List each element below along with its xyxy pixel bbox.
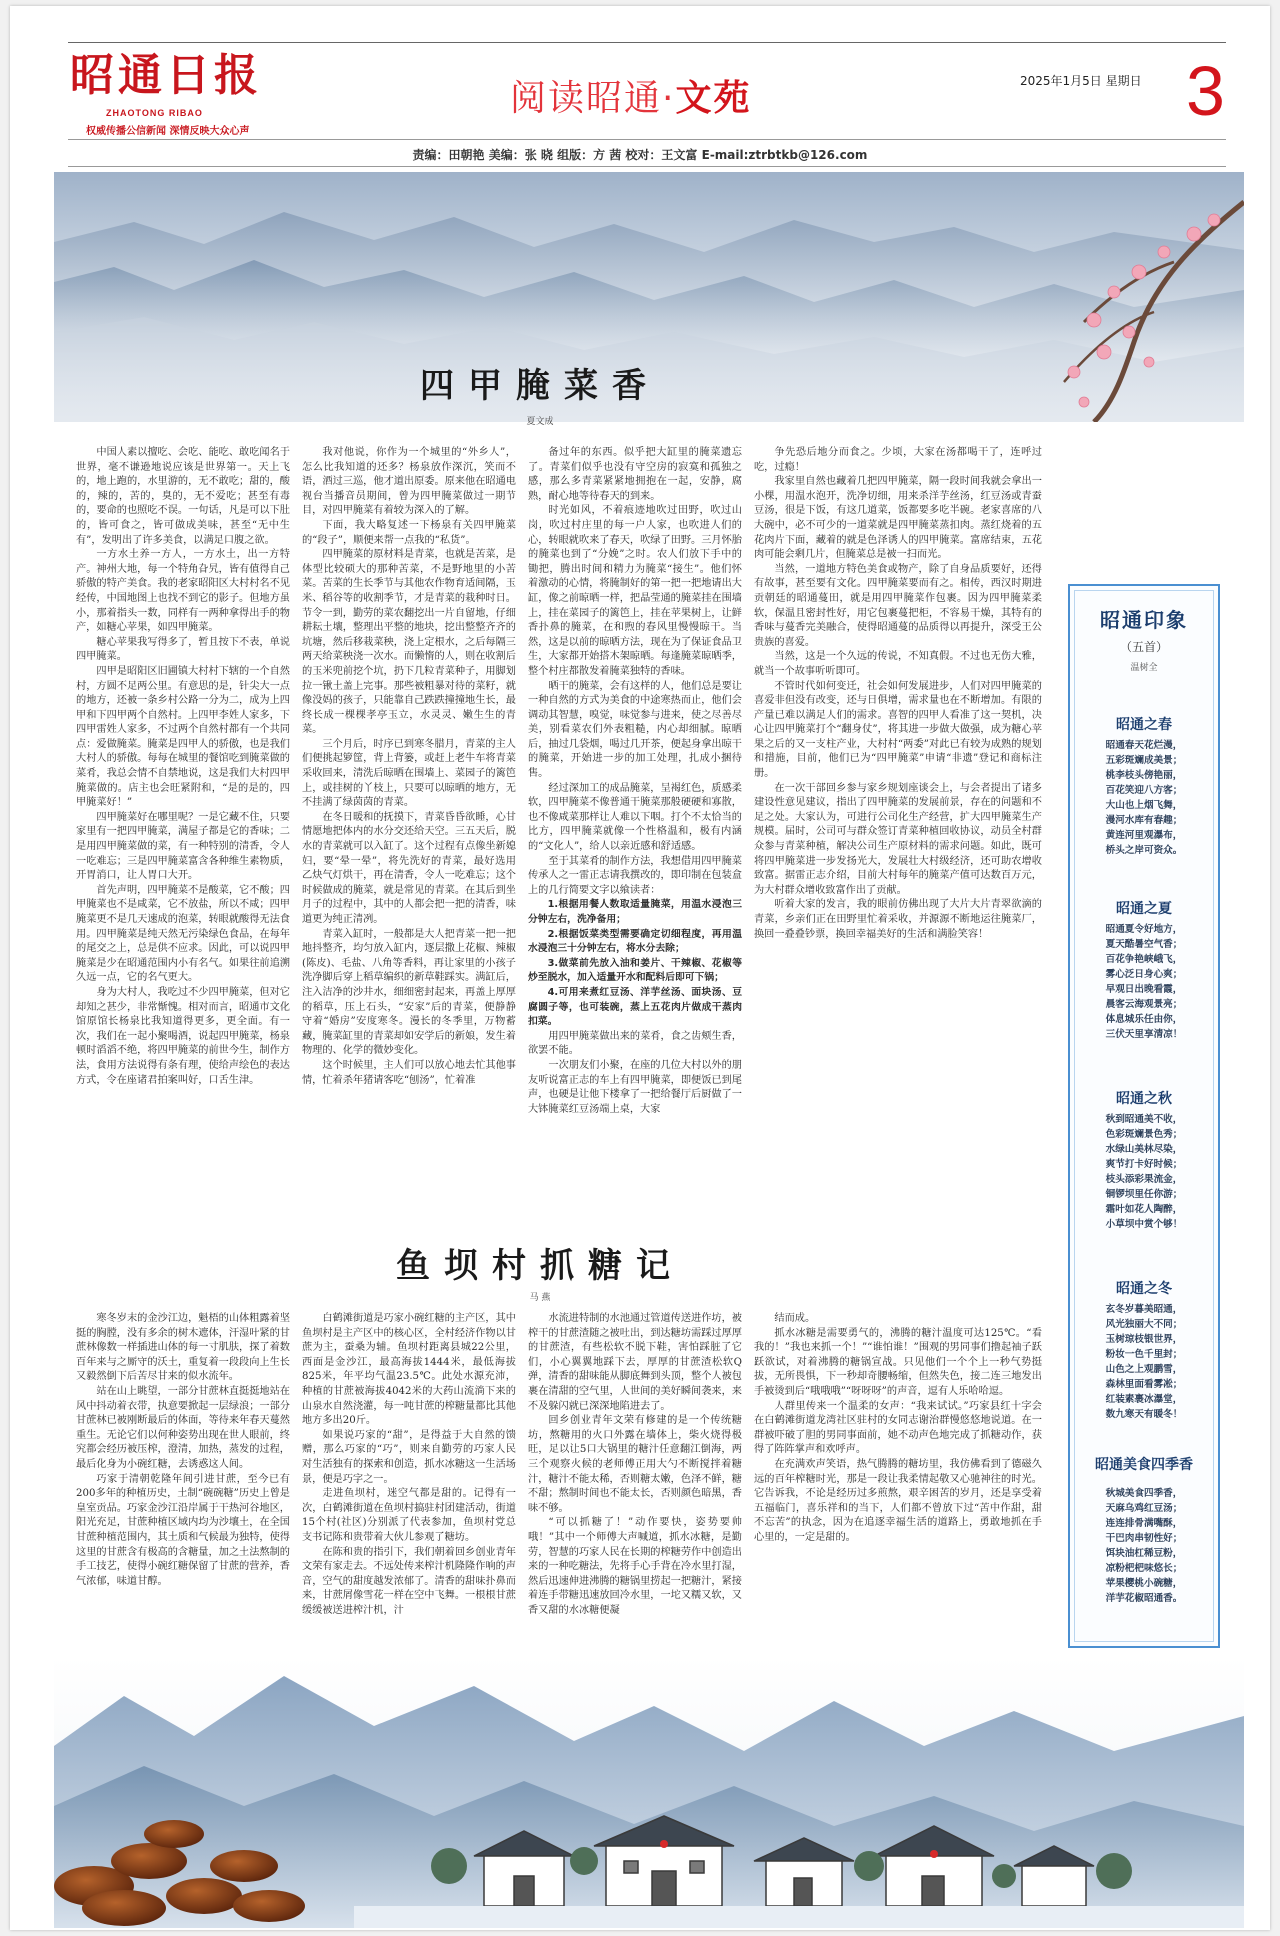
article1-column-3 (528, 446, 742, 1194)
poem-line: 玉树琼枝银世界， (1105, 1334, 1183, 1345)
paragraph: 结而成。 (774, 1313, 816, 1324)
paragraph: 在充满欢声笑语，热气腾腾的糖坊里，我仿佛看到了德磁久远的百年榨糖时光，那是一段让我柔情起敬又心驰神往的时光。它告诉我，不论是经历过多煎熬，艰辛困苦的岁月，还是享受着五福临门，喜乐祥和的当下，人们都不曾放下过“苦中作甜，甜不忘苦”的执念，因为在追逐幸福生活的道路上，勇敢地抓在手心里的，一定是甜的。 (754, 1458, 1042, 1543)
sidebar-author: 温树全 (1130, 663, 1158, 673)
publication-date: 2025年1月5日 星期日 (1020, 74, 1142, 88)
article1-column-2 (302, 446, 516, 1194)
article1-title: 四甲腌菜香 (420, 366, 660, 406)
poem-line: 森林里面看雾凇； (1105, 1379, 1183, 1390)
recipe-step: 2.根据饭菜类型需要确定切细程度，再用温水浸泡三十分钟左右，将水分去除； (528, 928, 742, 955)
poem-line: 早观日出晚看霞， (1105, 984, 1183, 995)
article2-title: 鱼坝村抓糖记 (396, 1246, 684, 1286)
poem-line: 三伏天里享清凉！ (1105, 1029, 1183, 1040)
poem-line: 数九寒天有暖冬！ (1105, 1409, 1183, 1420)
poem-line: 色彩斑斓景色秀； (1105, 1129, 1183, 1140)
poem-line: 风光独丽大不同； (1105, 1319, 1183, 1330)
article2-column-1 (76, 1312, 290, 1652)
paragraph: 四甲腌菜的原材料是青菜，也就是苦菜，是体型比较硕大的那种苦菜，不是野地里的小苦菜。苦菜的生长季节与其他农作物育适间隔，玉米、稻谷等的收割季节，才是青菜的栽种时日。节令一到，勤劳的菜农翻挖出一片自留地，仔细耕耘土壤，整理出平整的地块，挖出整整齐齐的坑塘，然后移栽菜秧，浇上定根水，之后每隔三两天给菜秧浇一次水。而懒惰的人，则在收割后的玉米兜前挖个坑，扔下几粒青菜种子，用脚划拉一锹土盖上完事。那些被粗暴对待的菜籽，就像没妈的孩子，只能靠自己跌跌撞撞地生长，最终长成一棵棵孝亭玉立，水灵灵、嫩生生的青菜。 (302, 549, 516, 736)
paragraph: 巧家于清朝乾隆年间引进甘蔗，至今已有200多年的种植历史，土制“碗碗糖”历史上曾是皇室贡品。巧家金沙江沿岸属于干热河谷地区，阳光充足，甘蔗种植区域内均为沙壤土，在全国甘蔗种植范围内，其土质和气候最为独特，使得这里的甘蔗含有极高的含糖量，加之土法熬制的手工技艺，使得小碗红糖保留了甘蔗的营养，香气浓郁，味道甘醇。 (76, 1473, 290, 1587)
poem-body (1084, 1112, 1204, 1232)
paragraph: 回乡创业青年文荣有修建的是一个传统糖坊，熬糖用的火口外露在墙体上，柴火烧得极旺，足以让5口大锅里的糖汁任意翻江倒海，两三个观察火候的老师傅正用大勺不断搅拌着糖汁，糖汁不能太稀，否则糖太嫩，色泽不鲜，糖不甜；熬制时间也不能太长，否则颜色暗黑，香味不够。 (528, 1415, 742, 1514)
poem-line: 干巴肉串韧性好； (1105, 1533, 1183, 1544)
poem-line: 桃李枝头傍艳丽， (1105, 770, 1183, 781)
section-title-main: 阅读昭通· (510, 78, 676, 119)
poem-line: 山色之上观鹏雪， (1105, 1364, 1183, 1375)
poem-line: 洋芋花椒昭通香。 (1105, 1593, 1183, 1604)
editorial-credits: 责编：田朝艳 美编：张 晓 组版：方 茜 校对：王文富 E-mail:ztrbtkb@126.com (412, 148, 868, 162)
poem-line: 玄冬岁暮美昭通， (1105, 1304, 1183, 1315)
poem-line: 天麻乌鸡红豆汤； (1105, 1503, 1183, 1514)
paragraph: 首先声明，四甲腌菜不是酸菜，它不酸；四甲腌菜也不是咸菜，它不放盐，所以不咸；四甲腌菜更不是几天速成的泡菜，转眼就酸得无法食用。四甲腌菜是纯天然无污染绿色食品，在每年的尾交之上，总是供不应求。因此，可以说四甲腌菜是少在昭通范围内小有名气。如果往前追溯久远一点，它的名气更大。 (76, 884, 290, 984)
paragraph: 如果说巧家的“甜”，是得益于大自然的馈赠，那么巧家的“巧”，则来自勤劳的巧家人民对生活独有的探索和创造，抓水冰糖这一生活场景，便是巧字之一。 (302, 1429, 516, 1485)
poem-line: 晨客云海观景亮； (1105, 999, 1183, 1010)
paragraph: 我对他说，你作为一个城里的“外乡人”，怎么比我知道的还多？杨泉放作深沉，笑而不语，酒过三巡，他才道出原委。原来他在昭通电视台当播音员期间，曾为四甲腌菜做过一期节目，对四甲腌菜有着较为深入的了解。 (302, 447, 516, 517)
paragraph: 白鹤滩街道是巧家小碗红糖的主产区，其中鱼坝村是主产区中的核心区，全村经济作物以甘蔗为主，蚕桑为辅。鱼坝村距离县城22公里，西面是金沙江，最高海拔1444米，最低海拔825米，年平均气温23.5℃。此处水源充沛，种植的甘蔗被海拔4042米的大药山流淌下来的山泉水自然浇灌，每一吨甘蔗的榨糖量都比其他地方多出20斤。 (302, 1313, 516, 1427)
poem-line: 凉粉杷杷味悠长； (1105, 1563, 1183, 1574)
sidebar-title: 昭通印象 (1100, 608, 1188, 632)
poem-body (1084, 738, 1204, 858)
poem-sidebar (1068, 584, 1220, 1648)
paragraph: 水流进特制的水池通过管道传送进作坊，被榨干的甘蔗渣随之被吐出，到达糖坊需踩过厚厚的甘蔗渣，有些松软不脱下鞋，害怕踩脏了它们，小心翼翼地踩下去，厚厚的甘蔗渣松软Q弹，清香的甜味能从脚底舞到头顶，整个人被包裹在清甜的空气里，人世间的美好瞬间袭来，来不及躲闪就已深深地陷进去了。 (528, 1313, 742, 1412)
poem-line: 五彩斑斓成美景； (1105, 755, 1183, 766)
recipe-step: 4.可用来煮红豆汤、洋芋丝汤、面块汤、豆腐圆子等，也可装碗，蒸上五花肉片做成干蒸肉扣菜。 (528, 986, 742, 1028)
paragraph: 在陈和贵的指引下，我们朝着回乡创业青年文荣有家走去。不远处传来榨汁机隆隆作响的声音，空气的甜度越发浓郁了。清香的甜味扑鼻而来，甘蔗屑像雪花一样在空中飞舞。一根根甘蔗缓缓被送进榨汁机，汁 (302, 1546, 516, 1616)
paragraph: 四甲是昭阳区旧圃镇大村村下辖的一个自然村，方圆不足两公里。有意思的是，针尖大一点的地方，还被一条乡村公路一分为二，成为上四甲和下四甲两个自然村。上四甲李姓人家多，下四甲雷姓人家多，不过两个自然村都有一个共同点：爱做腌菜。腌菜是四甲人的骄傲，也是我们大村人的骄傲。每每在城里的餐馆吃到腌菜做的菜肴，我总会情不自禁地说，这是我们大村四甲腌菜做的。店主也会旺紧附和，“是的是的，四甲腌菜好！” (76, 665, 290, 809)
poem-body (1084, 922, 1204, 1042)
article2-column-2 (302, 1312, 516, 1652)
poem-heading: 昭通之夏 (1116, 901, 1172, 917)
poem-body (1084, 1302, 1204, 1422)
paragraph: 听着大家的发言，我的眼前仿佛出现了大片大片青翠欲滴的青菜，乡亲们正在田野里忙着采收，并源源不断地运往腌菜厂，换回一叠叠钞票，换回幸福美好的生活和满脸笑容！ (754, 899, 1042, 940)
poem-line: 漫河水库有春趣； (1105, 815, 1183, 826)
paragraph: 身为大村人，我吃过不少四甲腌菜，但对它却知之甚少，非常惭愧。相对而言，昭通市文化馆原馆长杨泉比我知道得更多，更全面。有一次，我们在一起小聚喝酒，说起四甲腌菜，杨泉顿时滔滔不绝，将四甲腌菜的前世今生，制作方法，食用方法说得有条有理，使给声绘色的表达方式，令在座诸君拍案叫好，口舌生津。 (76, 986, 290, 1086)
paragraph: 中国人素以擅吃、会吃、能吃、敢吃闻名于世界，毫不谦逊地说应该是世界第一。天上飞的，地上跑的，水里游的，无不敢吃；甜的，酸的，辣的，苦的，臭的，无不爱吃；甚至有毒的，要命的也照吃不误。一句话，凡是可以下肚的，皆可食之，皆可做成美味，甚至“无中生有”，发明出了许多美食，以满足口腹之欲。 (76, 447, 290, 546)
poem-heading: 昭通之冬 (1116, 1281, 1172, 1297)
paragraph: 站在山上眺望，一部分甘蔗林直挺挺地站在风中抖动着衣带，执意要掀起一层绿浪；一部分甘蔗林已被刚断最后的体面，等待来年春天蔓然重生。无论它们以何种姿势出现在世人眼前，终究都会经历被压榨，澄清，加热，蒸发的过程，最后化身为小碗红糖，去诱惑这人间。 (76, 1385, 290, 1470)
paragraph: 用四甲腌菜做出来的菜肴，食之齿颊生香，欲罢不能。 (528, 1030, 742, 1057)
newspaper-logo: 昭通日报 (70, 50, 262, 101)
paragraph: 青菜入缸时，一般都是大人把青菜一把一把地抖整齐，均匀放入缸内，逐层撒上花椒、辣椒(陈皮)、毛盐、八角等香料，再让家里的小孩子洗净脚后穿上稻草编织的新草鞋踩实。满缸后，注入洁净的沙井水，细细密封起来，再盖上厚厚的稻草，压上石头，“安家”后的青菜，便静静守着“婚房”安度寒冬。漫长的冬季里，万物蓄藏，腌菜缸里的青菜却如安学后的新娘，发生着物理的、化学的微妙变化。 (302, 928, 516, 1057)
paragraph: 争先恐后地分而食之。少顷，大家在汤都喝干了，连呼过吃，过瘾！ (754, 447, 1042, 473)
poem-line: 夏天酷暑空气香； (1105, 939, 1183, 950)
section-title-accent: 文苑 (675, 78, 752, 119)
recipe-step: 1.根据用餐人数取适量腌菜，用温水浸泡三分钟左右，洗净备用； (528, 899, 742, 925)
poem-line: 秋城美食四季香， (1105, 1488, 1183, 1499)
paragraph: 当然，这是一个久远的传说，不知真假。不过也无伤大雅，就当一个故事听听即可。 (754, 651, 1042, 677)
poem-heading: 昭通之秋 (1116, 1091, 1172, 1107)
poem-line: 百花笑迎八方客； (1105, 785, 1183, 796)
paragraph: 抓水冰糖是需要勇气的，沸腾的糖汁温度可达125℃。“看我的！”我也来抓一个！”“谁怕谁！”围观的男同事们撸起袖子跃跃欲试，对着沸腾的糖锅宣战。只见他们一个个上一秒气势挺拔，无所畏惧，下一秒却奇腰畅缩，但然失色，接二连三地发出手被烫到后“哦哦哦”“呀呀呀”的声音，逗有人乐哈哈逗。 (754, 1327, 1042, 1397)
top-rule (68, 42, 1226, 43)
page-number: 3 (1186, 52, 1225, 130)
paragraph: 一次朋友们小聚，在座的几位大村以外的朋友听说富正志的车上有四甲腌菜，即便饭已到尾声，也硬是让他下楼拿了一把给餐厅后厨做了一大钵腌菜红豆汤端上桌，大家 (528, 1059, 742, 1115)
paragraph: 晒干的腌菜，会有这样的人，他们总是要让一种自然的方式为美食的中途寒热而止，他们会调动其智慧，嗅觉，味觉参与进来，使之尽善尽美，别看菜农们外表粗糙，内心却细腻。晾晒后，抽过几袋烟，喝过几开茶，便起身拿出晾干的腌菜，开始进一步的加工处理，扎成小捆待售。 (528, 680, 742, 780)
paragraph: 四甲腌菜好在哪里呢？一是它藏不住，只要家里有一把四甲腌菜，满屋子都是它的香味；二是用四甲腌菜做的菜，有一种特别的清香，令人一吃难忘；三是四甲腌菜富含各种维生素物质，开胃消口，让人胃口大开。 (76, 811, 290, 882)
paragraph: 我家里自然也藏着几把四甲腌菜，隔一段时间我就会拿出一小棵，用温水泡开，洗净切细，用来杀洋芋丝汤，红豆汤或青蚕豆汤，很是下饭，有这几道菜，饭都要多吃半碗。老家喜席的八大碗中，必不可少的一道菜就是四甲腌菜蒸扣肉。蒸红烧着的五花肉片下面，藏着的就是色泽诱人的四甲腌菜。富席结束，五花肉可能会剩几片，但腌菜总是被一扫而光。 (754, 476, 1042, 561)
poem-line: 雾心泛日身心爽； (1105, 969, 1183, 980)
paragraph: 下面，我大略复述一下杨泉有关四甲腌菜的“段子”，顺便来帮一点我的“私货”。 (302, 519, 516, 546)
article1-author: 夏文成 (526, 417, 554, 427)
newspaper-slogan: 权威传播公信新闻 深情反映大众心声 (86, 126, 250, 137)
article2-column-4 (754, 1312, 1042, 1652)
credits-rule (68, 166, 1226, 167)
paragraph: 当然，一道地方特色美食或物产，除了自身品质要好，还得有故事，甚至要有文化。四甲腌菜要而有之。相传，西汉时期进贡朝廷的昭通蔓田，就是用四甲腌菜作包裹。因为四甲腌菜柔软，保温且密封性好，用它包裹蔓把柜，不容易干燥，其特有的香味与蔓香完美融合，使得昭通蔓的品质得以再提升，深受王公贵族的喜爱。 (754, 563, 1042, 648)
paragraph: 人群里传来一个温柔的女声：“我来试试。”巧家县红十字会在白鹤滩街道龙湾社区驻村的女同志谢治群慢悠悠地说道。在一群被吓破了胆的男同事面前，她不动声色地完成了抓糖动作，获得了阵阵掌声和欢呼声。 (754, 1400, 1042, 1456)
poem-line: 秋到昭通美不收， (1105, 1114, 1183, 1125)
paragraph: 至于其菜肴的制作方法，我想借用四甲腌菜传承人之一雷正志请我撰改的，即印制在包装盒上的几行简要文字以飨读者： (528, 855, 742, 896)
poem-heading: 昭通美食四季香 (1095, 1457, 1193, 1473)
newspaper-page (10, 6, 1270, 1930)
poem-line: 连连排骨满嘴酥， (1105, 1518, 1183, 1529)
newspaper-logo-pinyin: ZHAOTONG RIBAO (106, 108, 203, 118)
poem-line: 红装素裹冰瀑堂， (1105, 1394, 1183, 1405)
paragraph: 三个月后，时序已到寒冬腊月，青菜的主人们便挑起箩筐，背上背篓，或赶上老牛车将青菜采收回来，清洗后晾晒在围墙上、菜园子的篱笆上，或挂树的丫枝上，只要可以晾晒的地方，无不挂满了绿茵茵的青菜。 (302, 738, 516, 809)
poem-line: 爽节打卡好时候； (1105, 1159, 1183, 1170)
poem-line: 饵块油杠稀豆粉， (1105, 1548, 1183, 1559)
poem-body (1084, 1486, 1204, 1606)
paragraph: 在冬日暖和的抚摸下，青菜昏昏欲睡，心甘情愿地把体内的水分交还给天空。三五天后，脱水的青菜就可以入缸了。这个过程有点像坐新媳妇，要“晕一晕”，将先洗好的青菜，最好选用乙炔气灯烘干，再在清香，令人一吃难忘；这个时候做成的腌菜，就是常见的青菜。在其后到坐月子的过程中，其中的人都会把一把的清香，味道更为纯正清冽。 (302, 811, 516, 925)
paragraph: “可以抓糖了！”动作要快，姿势要帅哦！”其中一个师傅大声喊道，抓水冰糖，是勤劳，智慧的巧家人民在长期的榨糖劳作中创造出来的一种吃糖法，先将手心手背在冷水里打湿，然后迅速伸进沸腾的糖锅里捞起一把糖汁，紧接着连手带糖迅速放回冷水里，一坨又糯又软，又香又甜的水冰糖便凝 (528, 1517, 742, 1616)
paragraph: 一方水土养一方人，一方水土，出一方特产。神州大地，每一个特角旮旯，皆有值得自己骄傲的特产美食。我的老家昭阳区大村村名不见经传，中国地图上也找不到它的影子。但地方虽小，那着指头一数，同样有一两种拿得出手的物产，如糖心苹果，如四甲腌菜。 (76, 549, 290, 634)
poem-line: 小草坝中赏个够！ (1105, 1219, 1183, 1230)
poem-line: 水绿山美林尽染， (1105, 1144, 1183, 1155)
poem-line: 桥头之岸可资众。 (1105, 845, 1183, 856)
paragraph: 备过年的东西。似乎把大缸里的腌菜遗忘了。青菜们似乎也没有守空房的寂寞和孤独之感，那么多青菜紧紧地拥抱在一起，安静，腐熟，耐心地等待春天的到来。 (528, 447, 742, 502)
poem-heading: 昭通之春 (1116, 717, 1172, 733)
section-title (510, 70, 751, 121)
poem-line: 大山也上烟飞舞， (1105, 800, 1183, 811)
sidebar-subtitle: （五首） (1119, 640, 1168, 654)
village-sugar-illustration (54, 1656, 1244, 1928)
poem-line: 苹果樱桃小碗糖， (1105, 1578, 1183, 1589)
paragraph: 这个时候里，主人们可以放心地去忙其他事情，忙着杀年猪请客吃“刨汤”，忙着准 (302, 1059, 516, 1086)
poem-line: 昭通春天花烂漫， (1105, 740, 1183, 751)
poem-line: 枝头添彩果流金， (1105, 1174, 1183, 1185)
paragraph: 时光如风，不着痕迹地吹过田野，吹过山岗，吹过村庄里的每一户人家，也吹进人们的心，转眼就吹来了春天，吹绿了田野。三月怀胎的腌菜也到了“分娩”之时。农人们放下手中的锄把，腾出时间和精力为腌菜“接生”。他们怀着激动的心情，将腌制好的第一把一把地请出大缸，像之前晾晒一样，把晶莹通的腌菜挂在围墙上，挂在菜园子的篱笆上，挂在苹果树上，让鲜香扑鼻的腌菜，在和煦的春风里慢慢晾干。当然，这是以前的晾晒方法，现在为了保证食品卫生，大家都开始搭木架晾晒。每逢腌菜晾晒季，整个村庄都散发着腌菜独特的香味。 (528, 505, 742, 677)
paragraph: 糖心苹果我写得多了，暂且按下不表，单说四甲腌菜。 (76, 636, 290, 663)
article1-column-1 (76, 446, 290, 1194)
paragraph: 走进鱼坝村，迷空气都是甜的。记得有一次，白鹤滩街道在鱼坝村搞驻村团建活动，街道15个村(社区)分别派了代表参加，鱼坝村党总支书记陈和贵带着大伙儿参观了糖坊。 (302, 1488, 516, 1543)
article2-author: 马 燕 (529, 1293, 551, 1303)
poem-line: 体息城乐任由你， (1105, 1014, 1183, 1025)
poem-line: 粉妆一色千里封； (1105, 1349, 1183, 1360)
poem-line: 昭通夏令好地方， (1105, 924, 1183, 935)
poem-line: 黄连河里观瀑布， (1105, 830, 1183, 841)
article2-column-3 (528, 1312, 742, 1652)
paragraph: 不管时代如何变迁，社会如何发展进步，人们对四甲腌菜的喜爱非但没有改变，还与日俱增，需求量也在不断增加。有限的产量已难以满足人们的需求。喜智的四甲人看准了这一契机，决心让四甲腌菜打个“翻身仗”，将其进一步做大做强，成为糖心苹果之后的又一支柱产业，大村村“两委”对此已有较为成熟的规划和措施，目前，他们已为“四甲腌菜”申请“非遗”登记和商标注册。 (754, 680, 1042, 780)
poem-line: 霜叶如花人陶醉， (1105, 1204, 1183, 1215)
article1-column-4 (754, 446, 1042, 1194)
paragraph: 在一次干部回乡参与家乡规划座谈会上，与会者提出了诸多建设性意见建议，指出了四甲腌菜的发展前景，存在的问题和不足之处。大家认为，可进行公司化生产经营，扩大四甲腌菜生产规模。届时，公司可与群众签订青菜种植回收协议，动员全村群众参与青菜种植，解决公司生产原材料的需求问题。如此，既可将四甲腌菜进一步发扬光大，发展壮大村级经济，还可助农增收致富。据雷正志介绍，目前大村每年的腌菜产值可达数百万元，为大村群众增收致富作出了贡献。 (754, 782, 1042, 896)
recipe-step: 3.做菜前先放入油和姜片、干辣椒、花椒等炒至脱水，加入适量开水和配料后即可下锅； (528, 957, 742, 984)
poem-line: 铜锣坝里任你游； (1105, 1189, 1183, 1200)
paragraph: 经过深加工的成品腌菜，呈褐红色，质感柔软，四甲腌菜不像普通干腌菜那般硬硬和寡散，也不像咸菜那样让人难以下咽。打个不太恰当的比方，四甲腌菜就像一个性格温和，极有内涵的“文化人”，给人以亲近感和舒适感。 (528, 782, 742, 853)
header-rule (68, 139, 1226, 140)
paragraph: 寒冬岁末的金沙江边，魁梧的山体粗露着坚挺的胸膛，没有多余的树木遮体，汗湿叶紧的甘蔗林像数一样插进山体的每一寸肌肤，探了着数百年来与之厮守的沃土，重复着一段段向上生长又毅然倒下后苦尽甘来的似水流年。 (76, 1313, 290, 1383)
poem-line: 百花争艳峡峨飞， (1105, 954, 1183, 965)
